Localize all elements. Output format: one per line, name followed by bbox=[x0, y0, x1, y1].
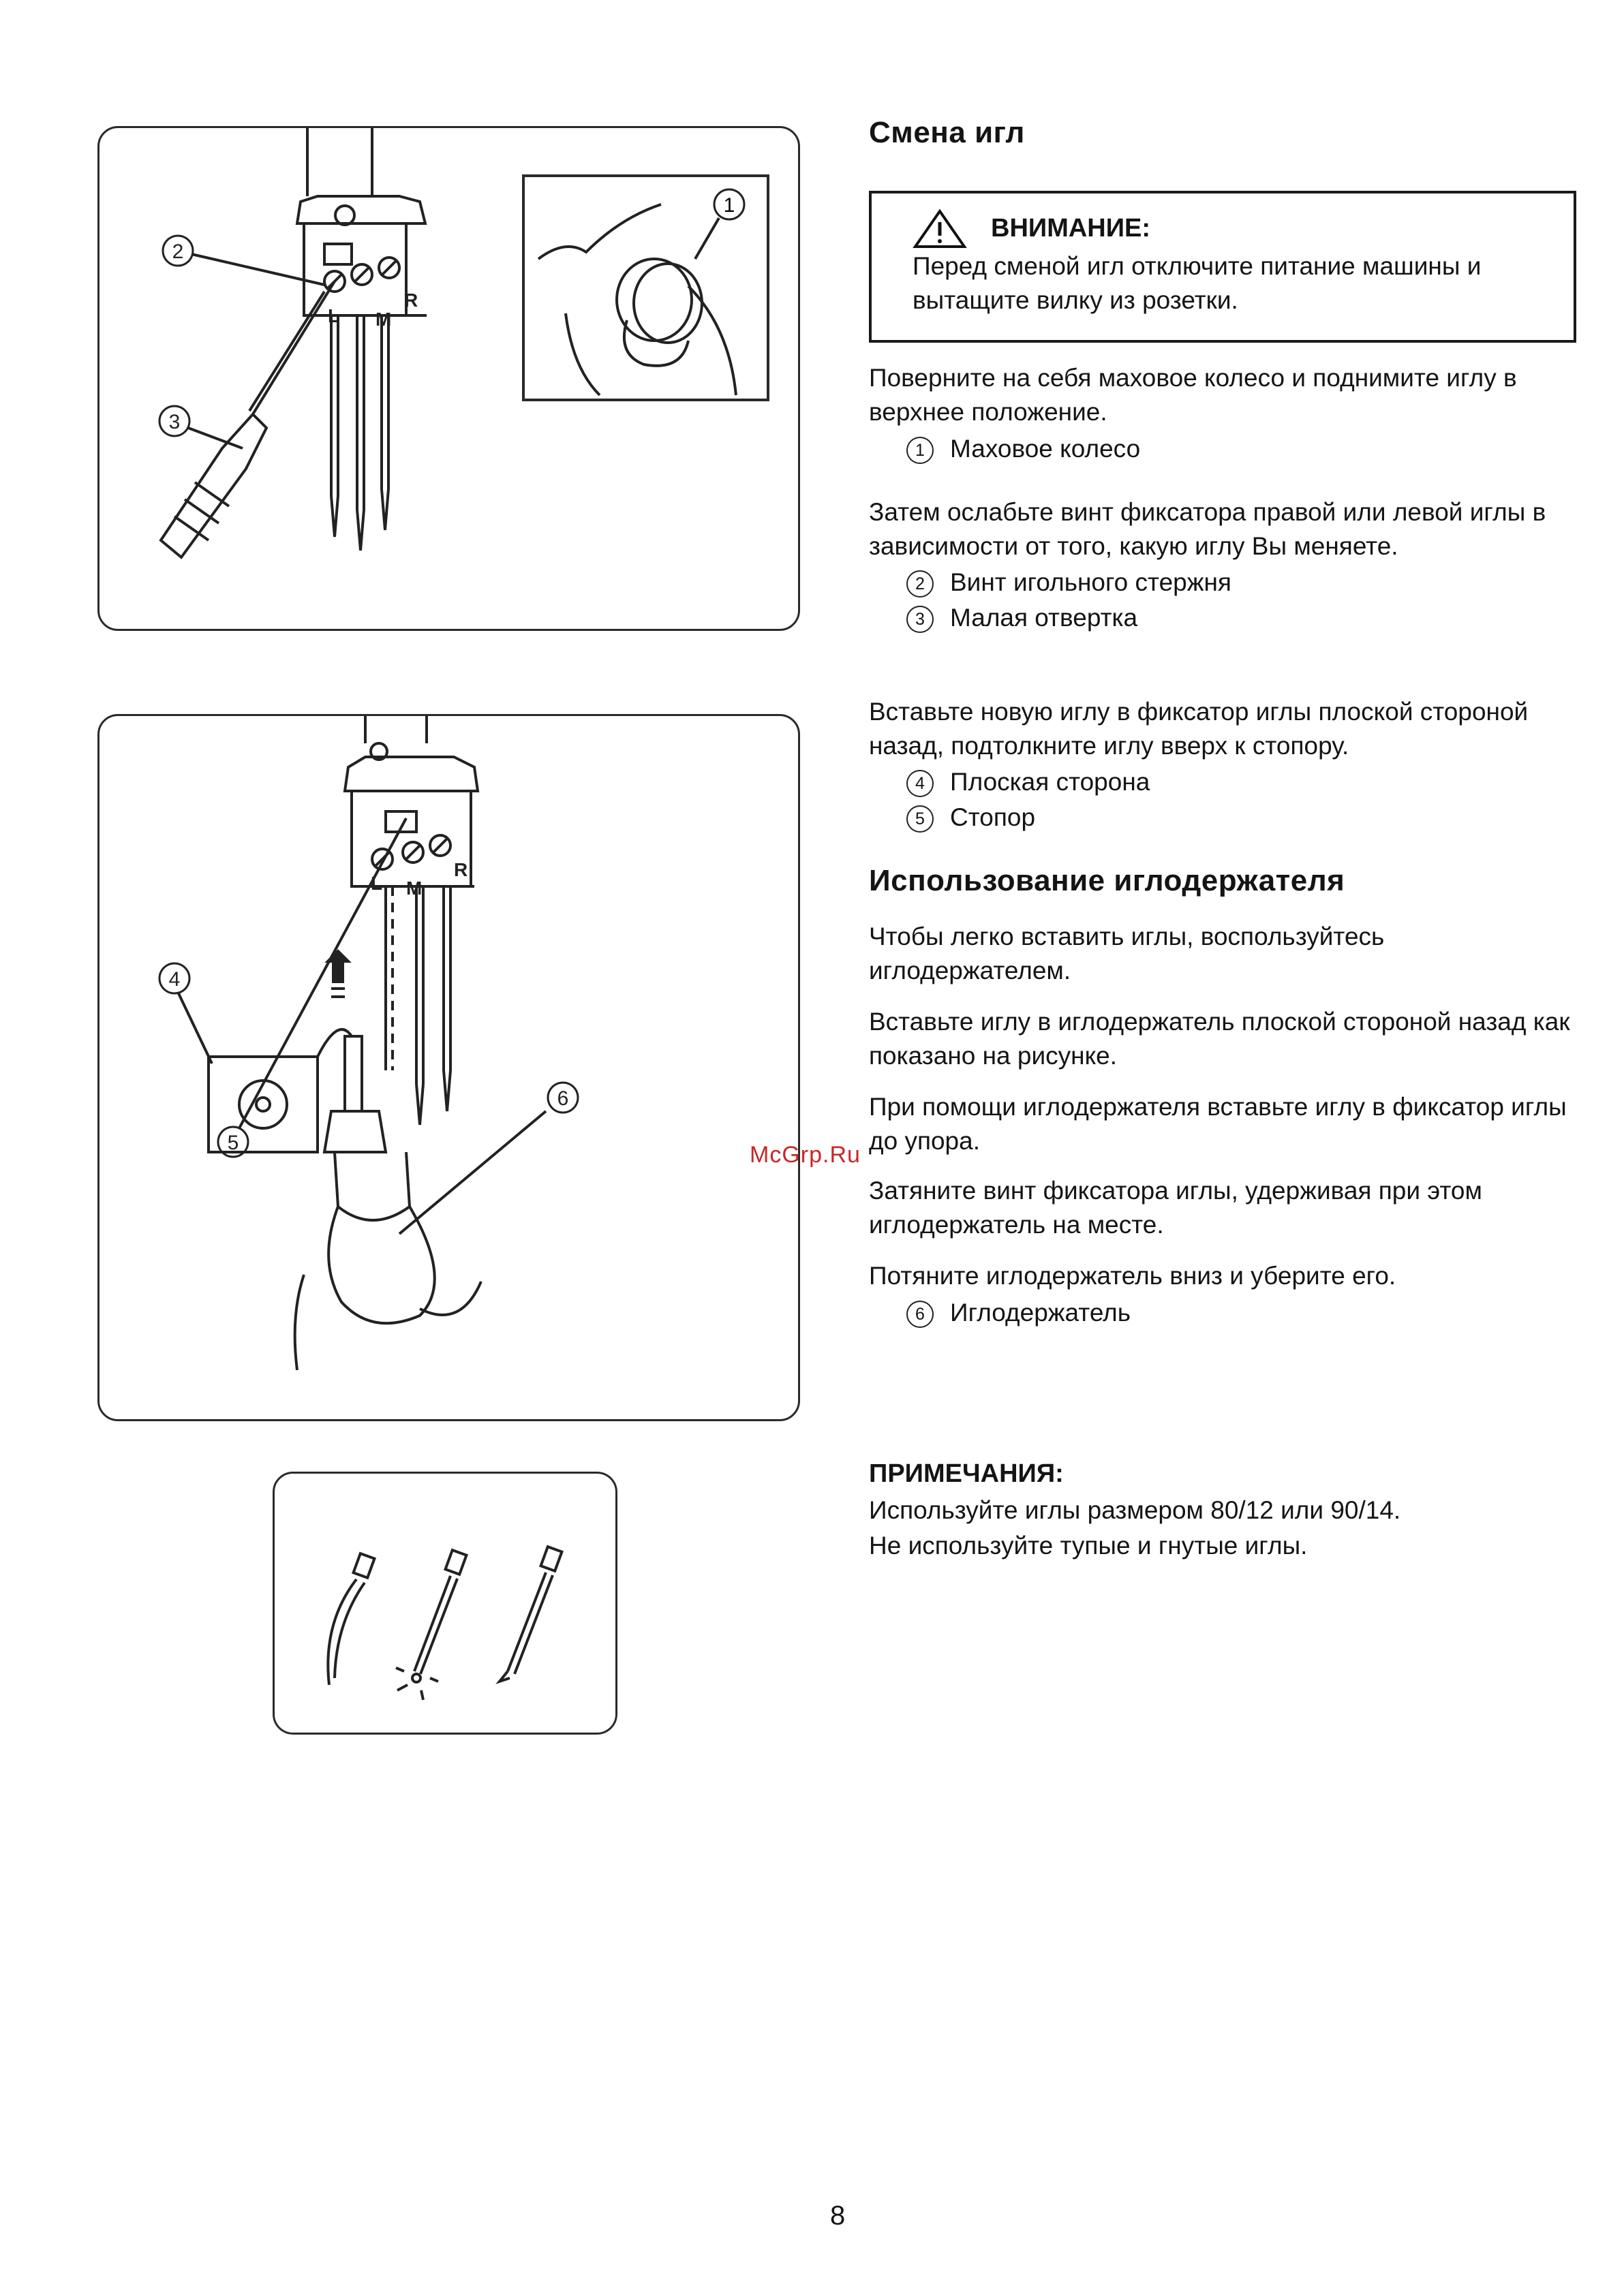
item-label: Малая отвертка bbox=[950, 604, 1138, 632]
item-number: 6 bbox=[906, 1301, 934, 1328]
warning-heading: ВНИМАНИЕ: bbox=[991, 214, 1151, 243]
figure-needle-insertion bbox=[97, 714, 800, 1421]
item-label: Винт игольного стержня bbox=[950, 568, 1231, 596]
para-loosen-screw: Затем ослабьте винт фиксатора правой или левой иглы в зависимости от того, какую иглу Вы меняете. bbox=[869, 498, 1546, 560]
callout-4: 4 bbox=[168, 968, 181, 991]
notes-line-1: Используйте иглы размером 80/12 или 90/14. bbox=[869, 1496, 1401, 1524]
para-handwheel: Поверните на себя маховое колесо и поднимите иглу в верхнее положение. bbox=[869, 364, 1517, 426]
item-number: 4 bbox=[906, 770, 934, 797]
callout-2: 2 bbox=[172, 241, 184, 263]
letter-r-2: R bbox=[454, 859, 468, 880]
callout-5: 5 bbox=[227, 1132, 239, 1154]
para-holder-5: Потяните иглодержатель вниз и уберите его. bbox=[869, 1262, 1396, 1290]
para-holder-3: При помощи иглодержателя вставьте иглу в фиксатор иглы до упора. bbox=[869, 1093, 1567, 1155]
inset-handwheel bbox=[522, 174, 769, 401]
item-label: Плоская сторона bbox=[950, 768, 1150, 796]
watermark: McGrp.Ru bbox=[750, 1142, 861, 1168]
bad-needles-drawing bbox=[275, 1474, 615, 1733]
letter-m-2: M bbox=[406, 878, 423, 899]
item-number: 5 bbox=[906, 805, 934, 833]
section-title-needle-holder: Использование иглодержателя bbox=[869, 864, 1345, 897]
callout-3: 3 bbox=[168, 411, 181, 433]
warning-box bbox=[869, 191, 1576, 343]
list-item-3 bbox=[906, 601, 1137, 635]
para-holder-4: Затяните винт фиксатора иглы, удерживая при этом иглодержатель на месте. bbox=[869, 1177, 1482, 1239]
warning-triangle-icon bbox=[913, 208, 967, 249]
notes-heading: ПРИМЕЧАНИЯ: bbox=[869, 1459, 1064, 1488]
item-label: Иглодержатель bbox=[950, 1299, 1131, 1327]
list-item-5 bbox=[906, 801, 1035, 835]
item-number: 3 bbox=[906, 606, 934, 633]
figure-needle-removal bbox=[97, 126, 800, 631]
item-label: Маховое колесо bbox=[950, 435, 1141, 463]
callout-1: 1 bbox=[723, 194, 735, 217]
list-item-6 bbox=[906, 1296, 1131, 1330]
list-item-4 bbox=[906, 765, 1150, 799]
page-number: 8 bbox=[830, 2201, 846, 2231]
para-holder-1: Чтобы легко вставить иглы, воспользуйтесь иглодержателем. bbox=[869, 922, 1385, 984]
section-title-needle-change: Смена игл bbox=[869, 116, 1025, 149]
letter-l-2: L bbox=[371, 873, 383, 894]
letter-l: L bbox=[328, 305, 340, 326]
letter-m: M bbox=[376, 309, 392, 330]
para-holder-2: Вставьте иглу в иглодержатель плоской стороной назад как показано на рисунке. bbox=[869, 1008, 1570, 1070]
notes-line-2: Не используйте тупые и гнутые иглы. bbox=[869, 1532, 1308, 1560]
warning-text: Перед сменой игл отключите питание машины и вытащите вилку из розетки. bbox=[913, 252, 1482, 314]
letter-r: R bbox=[404, 290, 418, 311]
list-item-1 bbox=[906, 432, 1140, 466]
list-item-2 bbox=[906, 565, 1231, 600]
para-insert-needle: Вставьте новую иглу в фиксатор иглы плоской стороной назад, подтолкните иглу вверх к стопору. bbox=[869, 698, 1529, 760]
item-number: 2 bbox=[906, 570, 934, 598]
figure-bad-needles bbox=[273, 1472, 617, 1735]
item-label: Стопор bbox=[950, 803, 1036, 831]
needle-holder-drawing bbox=[99, 716, 798, 1419]
callout-6: 6 bbox=[557, 1087, 569, 1110]
item-number: 1 bbox=[906, 437, 934, 464]
